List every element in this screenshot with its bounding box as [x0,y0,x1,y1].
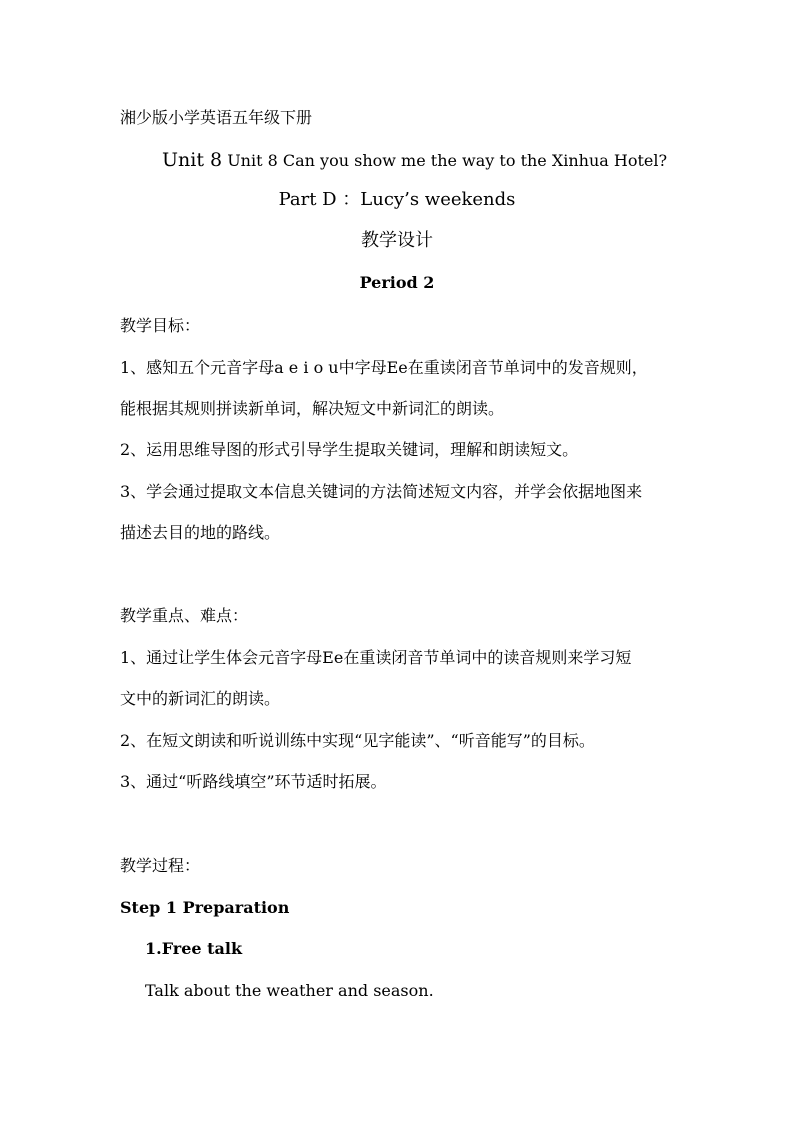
objectives-heading: 教学目标： [120,316,201,335]
key-point-line: 3、通过“听路线填空”环节适时拓展。 [120,772,387,791]
key-points-heading: 教学重点、难点： [120,606,249,625]
period-title: Period 2 [359,273,435,292]
step-subheading: 1.Free talk [145,939,243,958]
objective-line: 2、运用思维导图的形式引导学生提取关键词，理解和朗读短文。 [120,440,579,459]
key-point-line: 文中的新词汇的朗读。 [120,689,281,708]
objective-line: 3、学会通过提取文本信息关键词的方法简述短文内容，并学会依据地图来 [120,482,643,501]
objective-line: 能根据其规则拼读新单词，解决短文中新词汇的朗读。 [120,399,505,418]
process-heading: 教学过程： [120,856,201,875]
book-title: 湘少版小学英语五年级下册 [120,108,313,127]
step-text: Talk about the weather and season. [145,981,434,1000]
unit-prefix: Unit 8 [162,149,223,171]
objective-line: 1、感知五个元音字母a e i o u中字母Ee在重读闭音节单词中的发音规则， [120,358,648,377]
key-point-line: 2、在短文朗读和听说训练中实现“见字能读”、“听音能写”的目标。 [120,731,595,750]
key-point-line: 1、通过让学生体会元音字母Ee在重读闭音节单词中的读音规则来学习短 [120,648,632,667]
objective-line: 描述去目的地的路线。 [120,523,281,542]
step-heading: Step 1 Preparation [120,898,290,917]
unit-title-text: Unit 8 Can you show me the way to the Xinhua Hotel? [227,151,668,170]
design-title: 教学设计 [361,230,433,251]
part-title: Part D ：Lucy’s weekends [278,189,516,210]
unit-title [162,150,667,171]
